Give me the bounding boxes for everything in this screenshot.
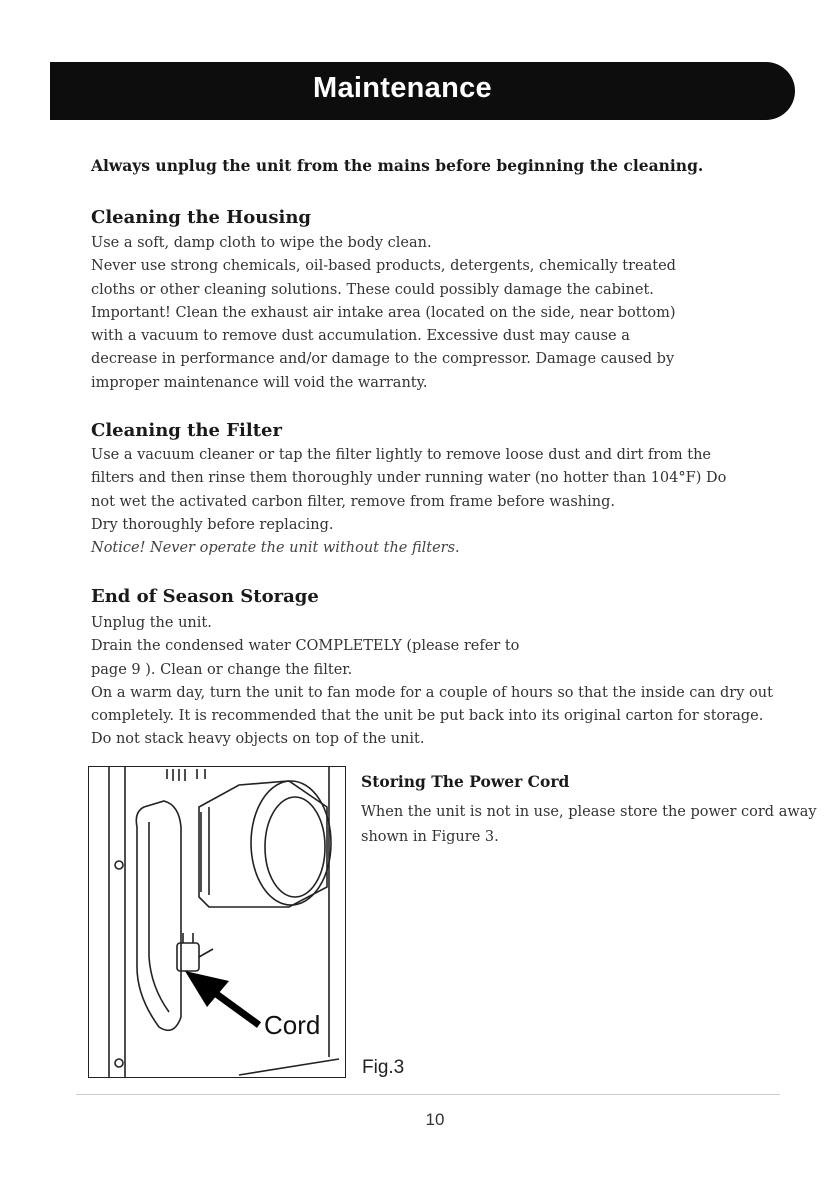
text-line: Never use strong chemicals, oil-based products, detergents, chemically treated [91,258,676,275]
storage-text [91,612,773,752]
header-banner [50,62,795,120]
text-line: page 9 ). Clean or change the filter. [91,661,353,678]
text-line: Drain the condensed water COMPLETELY (please refer to [91,638,520,655]
text-line: filters and then rinse them thoroughly under running water (no hotter than 104°F) Do [91,470,727,487]
footer-divider [76,1094,780,1095]
page-number: 10 [425,1110,445,1129]
text-line: On a warm day, turn the unit to fan mode for a couple of hours so that the inside can dry out [91,684,773,701]
text-line: Use a vacuum cleaner or tap the filter lightly to remove loose dust and dirt from the [91,447,712,463]
text-line: When the unit is not in use, please store the power cord away [361,804,817,820]
housing-text [91,232,676,395]
housing-heading: Cleaning the Housing [91,207,312,228]
filter-notice: Notice! Never operate the unit without the filters. [91,540,460,557]
filter-text [91,444,726,560]
text-line: Unplug the unit. [91,615,212,631]
cord-text [361,800,817,850]
text-line: decrease in performance and/or damage to the compressor. Damage caused by [91,351,675,368]
text-line: Important! Clean the exhaust air intake area (located on the side, near bottom) [91,304,676,321]
pointer-arrow [185,971,259,1025]
text-line: with a vacuum to remove dust accumulation. Excessive dust may cause a [91,328,630,345]
figure-label: Fig.3 [362,1057,405,1078]
text-line: Dry thoroughly before replacing. [91,516,334,533]
filter-heading: Cleaning the Filter [91,420,282,441]
text-line: Do not stack heavy objects on top of the unit. [91,731,425,748]
cord-heading: Storing The Power Cord [361,772,570,791]
unplug-warning: Always unplug the unit from the mains before beginning the cleaning. [91,156,704,175]
text-line: Use a soft, damp cloth to wipe the body clean. [91,235,432,251]
text-line: cloths or other cleaning solutions. These could possibly damage the cabinet. [91,281,654,298]
text-line: improper maintenance will void the warranty. [91,374,428,391]
text-line: shown in Figure 3. [361,829,499,845]
text-line: completely. It is recommended that the unit be put back into its original carton for storage. [91,708,764,725]
text-line: not wet the activated carbon filter, remove from frame before washing. [91,493,616,510]
page-title: Maintenance [313,72,492,104]
cord-callout: Cord [264,1010,321,1040]
storage-heading: End of Season Storage [91,586,319,607]
